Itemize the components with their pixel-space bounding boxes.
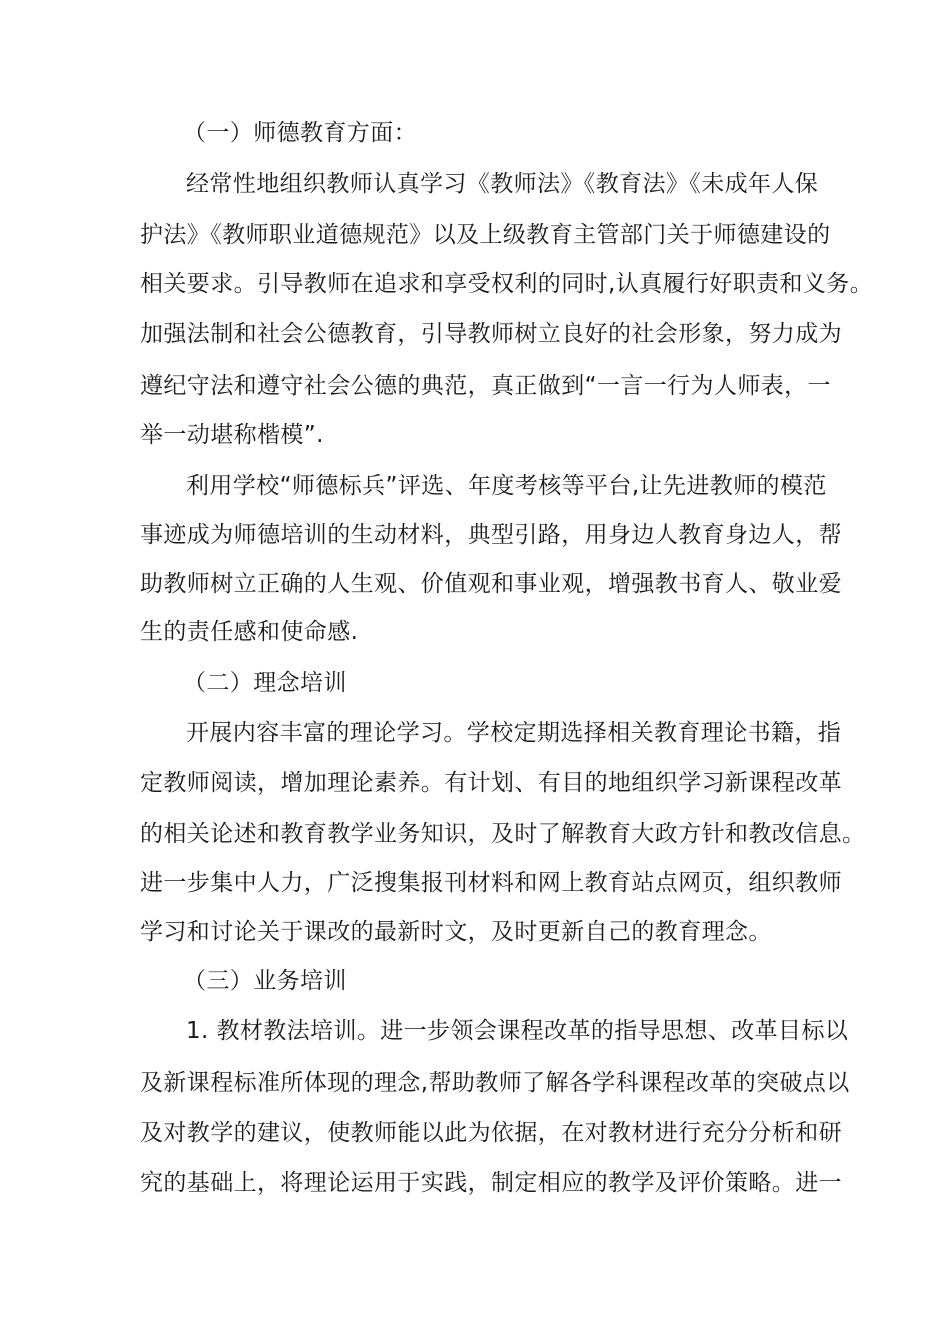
paragraph-line: 举一动堪称楷模”.: [140, 422, 324, 448]
paragraph-line: 相关要求。引导教师在追求和享受权利的同时,认真履行好职责和义务。: [140, 271, 874, 297]
paragraph-line: 经常性地组织教师认真学习《教师法》《教育法》《未成年人保: [186, 171, 819, 197]
section-heading-1: （一）师德教育方面：: [183, 120, 417, 146]
paragraph-line: 利用学校“师德标兵”评选、年度考核等平台,让先进教师的模范: [186, 473, 827, 499]
paragraph-line: 及对教学的建议，使教师能以此为依据，在对教材进行充分分析和研: [140, 1120, 842, 1146]
paragraph-line: 加强法制和社会公德教育，引导教师树立良好的社会形象，努力成为: [140, 321, 842, 347]
paragraph-line: 护法》《教师职业道德规范》以及上级教育主管部门关于师德建设的: [140, 222, 831, 248]
paragraph-line: 事迹成为师德培训的生动材料，典型引路，用身边人教育身边人，帮: [140, 522, 842, 548]
paragraph-line: 进一步集中人力，广泛搜集报刊材料和网上教育站点网页，组织教师: [140, 870, 842, 896]
paragraph-line: 的相关论述和教育教学业务知识，及时了解教育大政方针和教改信息。: [140, 821, 866, 847]
paragraph-line: 学习和讨论关于课改的最新时文，及时更新自己的教育理念。: [140, 919, 772, 945]
paragraph-line: 助教师树立正确的人生观、价值观和事业观，增强教书育人、敬业爱: [140, 571, 842, 597]
paragraph-line: 1. 教材教法培训。进一步领会课程改革的指导思想、改革目标以: [186, 1018, 849, 1044]
paragraph-line: 究的基础上，将理论运用于实践，制定相应的教学及评价策略。进一: [140, 1170, 842, 1196]
paragraph-line: 生的责任感和使命感.: [140, 619, 359, 645]
paragraph-line: 定教师阅读，增加理论素养。有计划、有目的地组织学习新课程改革: [140, 770, 842, 796]
section-heading-2: （二）理念培训: [183, 670, 347, 696]
paragraph-line: 开展内容丰富的理论学习。学校定期选择相关教育理论书籍，指: [186, 720, 842, 746]
paragraph-line: 及新课程标准所体现的理念,帮助教师了解各学科课程改革的突破点以: [140, 1070, 850, 1096]
paragraph-line: 遵纪守法和遵守社会公德的典范，真正做到“一言一行为人师表，一: [140, 373, 831, 399]
section-heading-3: （三）业务培训: [183, 968, 347, 994]
